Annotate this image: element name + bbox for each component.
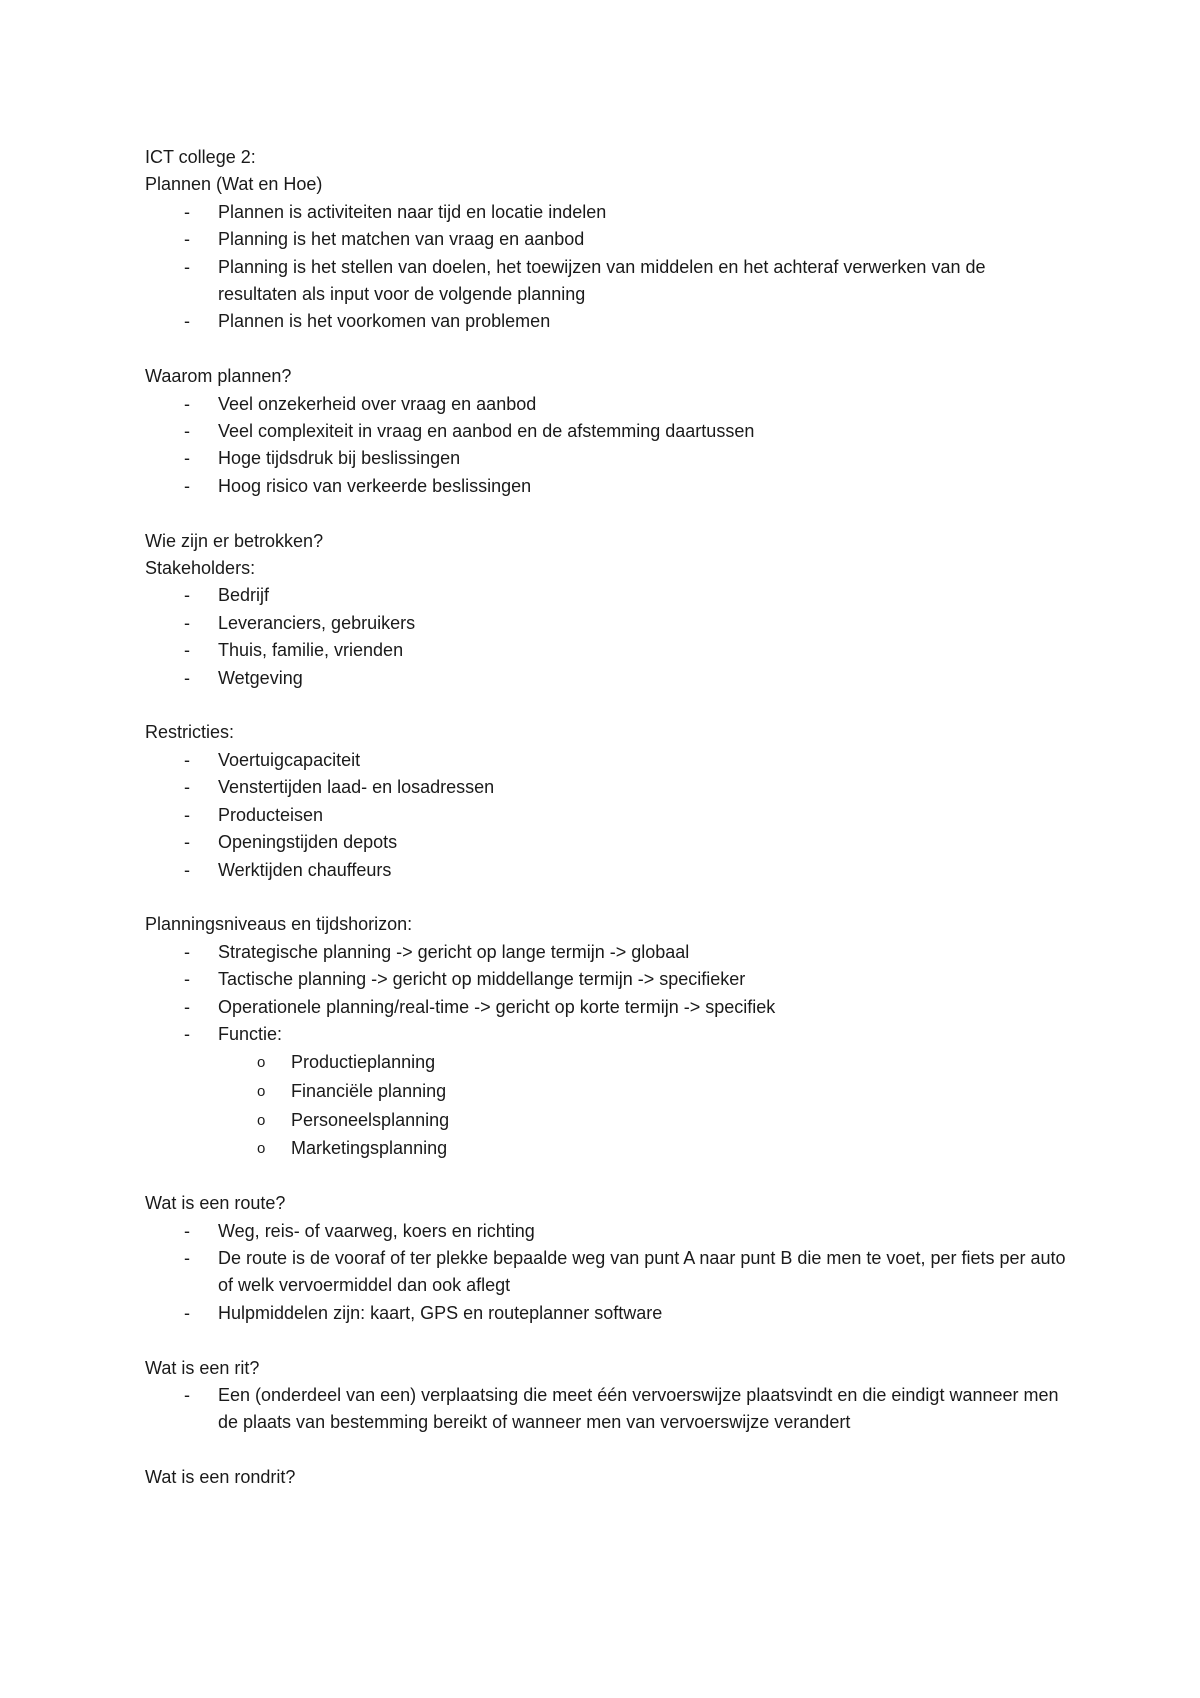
section-heading-rondrit: Wat is een rondrit? xyxy=(145,1467,296,1488)
list-item: - Hulpmiddelen zijn: kaart, GPS en routeplanner software xyxy=(145,1300,1085,1327)
dash-bullet: - xyxy=(184,777,190,798)
spacer xyxy=(145,884,1085,911)
list-item: - Leveranciers, gebruikers xyxy=(145,610,1085,637)
dash-bullet: - xyxy=(184,941,190,962)
list-item: - Functie: xyxy=(145,1021,1085,1048)
section-heading-route: Wat is een route? xyxy=(145,1193,286,1214)
spacer xyxy=(145,692,1085,719)
spacer xyxy=(145,336,1085,363)
spacer xyxy=(145,500,1085,527)
list-item: - Planning is het matchen van vraag en aanbod xyxy=(145,226,1085,253)
dash-bullet: - xyxy=(184,640,190,661)
dash-bullet: - xyxy=(184,749,190,770)
section-heading-betrokken: Wie zijn er betrokken? xyxy=(145,530,324,551)
dash-bullet: - xyxy=(184,832,190,853)
circle-bullet: o xyxy=(257,1111,266,1129)
dash-bullet: - xyxy=(184,256,190,277)
list-item: - Werktijden chauffeurs xyxy=(145,857,1085,884)
section-heading-niveaus: Planningsniveaus en tijdshorizon: xyxy=(145,914,413,935)
list-item: - Een (onderdeel van een) verplaatsing die meet één vervoerswijze plaatsvindt en die eindigt wanneer men de plaats van bestemming bereikt of wanneer men van vervoerswijze verandert xyxy=(145,1382,1085,1437)
dash-bullet: - xyxy=(184,804,190,825)
sub-list-item: o Productieplanning xyxy=(145,1048,1085,1077)
dash-bullet: - xyxy=(184,475,190,496)
circle-bullet: o xyxy=(257,1054,266,1072)
dash-bullet: - xyxy=(184,1220,190,1241)
list-item: - Hoog risico van verkeerde beslissingen xyxy=(145,473,1085,500)
spacer xyxy=(145,1437,1085,1464)
section-subheading-stakeholders: Stakeholders: xyxy=(145,558,256,579)
list-item: - Thuis, familie, vrienden xyxy=(145,637,1085,664)
dash-bullet: - xyxy=(184,421,190,442)
dash-bullet: - xyxy=(184,311,190,332)
list-item: - Voertuigcapaciteit xyxy=(145,747,1085,774)
dash-bullet: - xyxy=(184,1384,190,1405)
dash-bullet: - xyxy=(184,612,190,633)
list-item: - Plannen is het voorkomen van problemen xyxy=(145,308,1085,335)
dash-bullet: - xyxy=(184,448,190,469)
dash-bullet: - xyxy=(184,1302,190,1323)
spacer xyxy=(145,1327,1085,1354)
dash-bullet: - xyxy=(184,229,190,250)
dash-bullet: - xyxy=(184,969,190,990)
dash-bullet: - xyxy=(184,996,190,1017)
section-heading-rit: Wat is een rit? xyxy=(145,1357,260,1378)
sub-list-item: o Personeelsplanning xyxy=(145,1106,1085,1135)
section-heading-restricties: Restricties: xyxy=(145,722,235,743)
dash-bullet: - xyxy=(184,667,190,688)
list-item: - Bedrijf xyxy=(145,582,1085,609)
circle-bullet: o xyxy=(257,1140,266,1158)
list-item: - Veel onzekerheid over vraag en aanbod xyxy=(145,391,1085,418)
section-heading-waarom: Waarom plannen? xyxy=(145,366,292,387)
sub-list-item: o Financiële planning xyxy=(145,1077,1085,1106)
list-item: - Operationele planning/real-time -> gericht op korte termijn -> specifiek xyxy=(145,994,1085,1021)
circle-bullet: o xyxy=(257,1082,266,1100)
list-item: - Strategische planning -> gericht op lange termijn -> globaal xyxy=(145,939,1085,966)
dash-bullet: - xyxy=(184,201,190,222)
list-item: - Veel complexiteit in vraag en aanbod en de afstemming daartussen xyxy=(145,418,1085,445)
dash-bullet: - xyxy=(184,859,190,880)
section-heading-plannen: Plannen (Wat en Hoe) xyxy=(145,174,323,195)
document-title: ICT college 2: xyxy=(145,147,256,167)
dash-bullet: - xyxy=(184,393,190,414)
sub-list-item: o Marketingsplanning xyxy=(145,1134,1085,1163)
dash-bullet: - xyxy=(184,1247,190,1268)
list-item: - De route is de vooraf of ter plekke bepaalde weg van punt A naar punt B die men te voet, per fiets per auto of welk vervoermiddel dan ook aflegt xyxy=(145,1245,1085,1300)
document-content xyxy=(145,144,1085,1492)
list-item: - Tactische planning -> gericht op middellange termijn -> specifieker xyxy=(145,966,1085,993)
spacer xyxy=(145,1163,1085,1190)
list-item: - Planning is het stellen van doelen, het toewijzen van middelen en het achteraf verwerken van de resultaten als input voor de volgende planning xyxy=(145,254,1085,309)
list-item: - Openingstijden depots xyxy=(145,829,1085,856)
list-item: - Wetgeving xyxy=(145,665,1085,692)
list-item: - Weg, reis- of vaarweg, koers en richting xyxy=(145,1218,1085,1245)
dash-bullet: - xyxy=(184,585,190,606)
dash-bullet: - xyxy=(184,1023,190,1044)
list-item: - Plannen is activiteiten naar tijd en locatie indelen xyxy=(145,199,1085,226)
list-item: - Producteisen xyxy=(145,802,1085,829)
list-item: - Hoge tijdsdruk bij beslissingen xyxy=(145,445,1085,472)
list-item: - Venstertijden laad- en losadressen xyxy=(145,774,1085,801)
